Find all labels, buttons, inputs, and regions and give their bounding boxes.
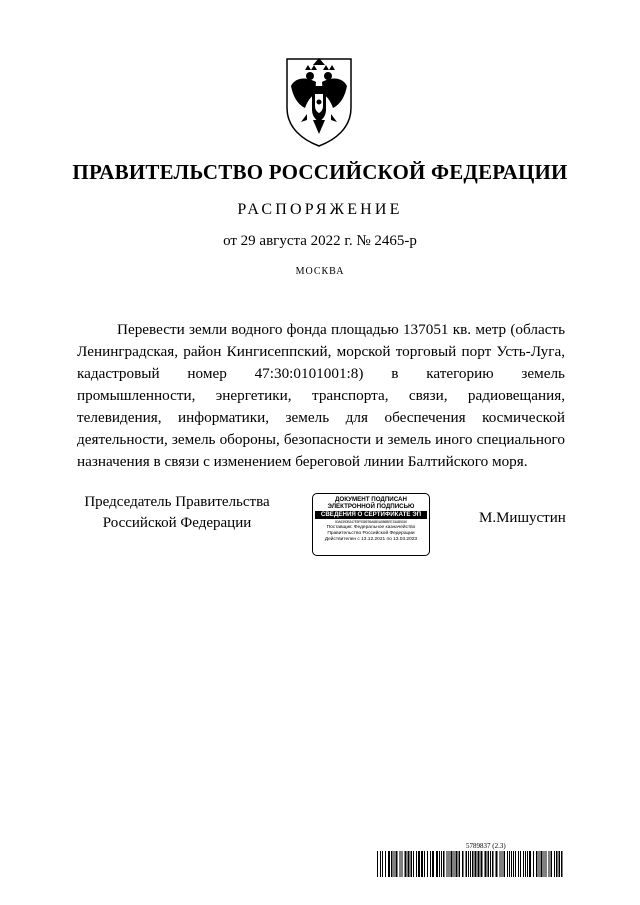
esign-supplier-line1: Поставщик: Федеральное казначейство	[326, 525, 416, 530]
city: МОСКВА	[295, 266, 345, 277]
esign-line2: ЭЛЕКТРОННОЙ ПОДПИСЬЮ	[327, 503, 415, 510]
signatory-position-line1: Председатель Правительства	[84, 494, 270, 510]
esign-serial: 00A6390B347E5F938E95A6B0A586BEE15AB5040	[334, 520, 408, 524]
date-and-number: от 29 августа 2022 г. № 2465-р	[223, 233, 417, 249]
document-type: РАСПОРЯЖЕНИЕ	[237, 201, 403, 218]
barcode-number: 5789837 (2.3)	[466, 842, 506, 850]
signatory-name: М.Мишустин	[479, 510, 566, 526]
government-title: ПРАВИТЕЛЬСТВО РОССИЙСКОЙ ФЕДЕРАЦИИ	[72, 160, 568, 184]
electronic-signature-stamp	[312, 493, 430, 556]
barcode	[377, 851, 563, 877]
signatory-position	[77, 492, 277, 534]
esign-supplier-line2: Правительство Российской Федерации	[327, 531, 415, 537]
signatory-position-line2: Российской Федерации	[102, 515, 252, 531]
esign-validity: Действителен с 13.12.2021 по 13.03.2023	[324, 537, 418, 543]
esign-line1: ДОКУМЕНТ ПОДПИСАН	[335, 496, 407, 503]
esign-certificate-bar: СВЕДЕНИЯ О СЕРТИФИКАТЕ ЭП	[315, 511, 427, 519]
order-body-text: Перевести земли водного фонда площадью 137051 кв. метр (область Ленинградская, район Кингисеппский, морской торговый порт Усть-Луга, кадастровый номер 47:30:0101001:8) в категорию земель промышленности, энергетики, транспорта, связи, радиовещания, телевидения, информатики, земель для обеспечения космической деятельности, земель обороны, безопасности и земель иного специального назначения в связи с изменением береговой линии Балтийского моря.	[77, 321, 565, 470]
coat-of-arms-emblem	[283, 56, 355, 148]
